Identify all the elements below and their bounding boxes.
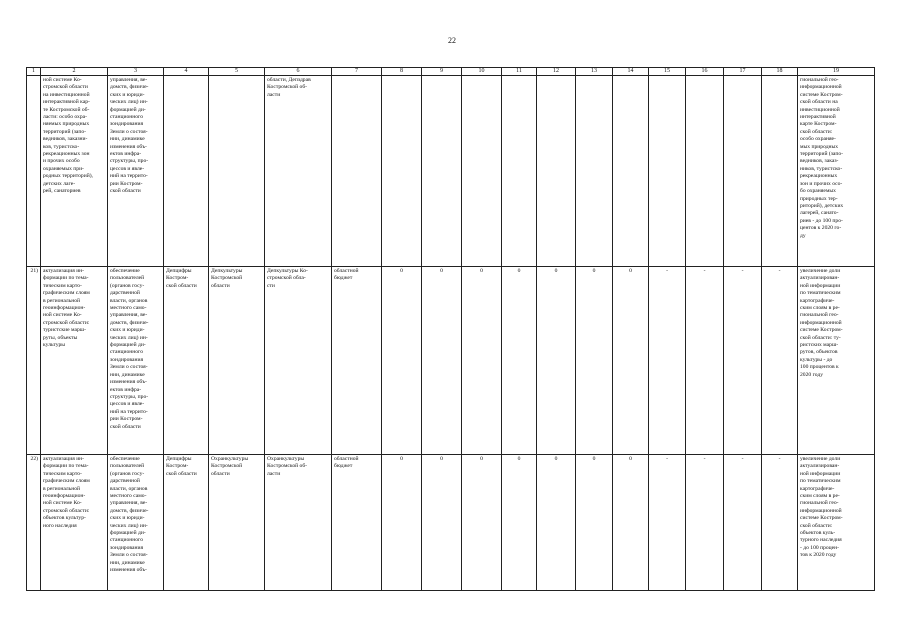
column-number-17: 17 [724,68,762,76]
table-cell-col-8: 0 [382,267,422,455]
table-cell-col-14: 0 [613,267,649,455]
table-row [27,455,875,591]
column-number-6: 6 [265,68,332,76]
table-cell-col-3: обеспечение пользователей (органов госу- дарственной власти, органов местного само- управления, ве- домств, физиче- ских и юриди- ческих лиц) ин- формацией ди- станционного зондирования Земли о состоя- нии, динамике изменения объ- ектов инфра- структуры, про- цессов и явле- ний на террито- рии Костром- ской области [108,267,164,455]
table-cell-col-7: областной бюджет [332,267,382,455]
table-cell-col-1: 21) [27,267,41,455]
table-cell-col-15: - [649,267,686,455]
program-table [26,67,875,591]
table-cell-col-3: обеспечение пользователей (органов госу- дарственной власти, органов местного само- управления, ве- домств, физиче- ских и юриди- ческих лиц) ин- формацией ди- станционного зондирования Земли о состоя- нии, динамике изменения объ- [108,455,164,591]
table-cell-col-1: 22) [27,455,41,591]
column-number-3: 3 [108,68,164,76]
table-cell-col-8: 0 [382,455,422,591]
column-number-13: 13 [576,68,613,76]
table-cell-col-11: 0 [502,455,537,591]
table-cell-col-6: Охранкультуры Костромской об- ласти [265,455,332,591]
column-number-19: 19 [798,68,875,76]
table-cell-col-4: Депцифры Костром- ской области [164,267,209,455]
column-number-12: 12 [537,68,576,76]
column-number-8: 8 [382,68,422,76]
table-cell-col-19: гиональной гео- информационной системе Костром- ской области на инвестиционной интерактивной карте Костром- ской области: особо охраняе- мых природных территорий (запо- ведников, заказ- ников, туристско- рекреационных зон и прочих осо- бо охраняемых природных тер- риторий), детских лагерей, санато- риев - до 100 про- центов к 2020 го- ду [798,76,875,267]
table-cell-col-12: 0 [537,267,576,455]
table-cell-col-13: 0 [576,455,613,591]
table-cell-col-4: Депцифры Костром- ской области [164,455,209,591]
column-number-16: 16 [686,68,724,76]
table-cell-col-1 [27,76,41,267]
table-cell-col-9: 0 [422,267,462,455]
table-cell-col-16: - [686,455,724,591]
table-cell-col-7: областной бюджет [332,455,382,591]
table-cell-col-6: Депкультуры Ко- стромской обла- сти [265,267,332,455]
table-cell-col-8 [382,76,422,267]
table-cell-col-4 [164,76,209,267]
table-cell-col-16 [686,76,724,267]
column-number-1: 1 [27,68,41,76]
table-cell-col-2: ной системе Ко- стромской области на инвестиционной интерактивной кар- те Костромской об- ласти: особо охра- няемых природных территорий (запо- ведников, заказни- ков, туристско- рекреационных зон и прочих особо охраняемых при- родных территорий), детских лаге- рей, санаториев [41,76,108,267]
column-number-row [27,68,875,76]
table-cell-col-16: - [686,267,724,455]
table-cell-col-17: - [724,455,762,591]
column-number-11: 11 [502,68,537,76]
table-cell-col-10: 0 [462,455,502,591]
column-number-9: 9 [422,68,462,76]
table-cell-col-11 [502,76,537,267]
table-cell-col-5 [209,76,265,267]
table-cell-col-2: актуализация ин- формации по тема- тическим карто- графическим слоям в региональной геоинформацион- ной системе Ко- стромской области: туристские марш- руты, объекты культуры [41,267,108,455]
column-number-4: 4 [164,68,209,76]
table-cell-col-5: Охранкультуры Костромской области [209,455,265,591]
table-cell-col-10 [462,76,502,267]
table-cell-col-18: - [762,455,798,591]
table-cell-col-14: 0 [613,455,649,591]
table-cell-col-13 [576,76,613,267]
table-cell-col-17: - [724,267,762,455]
table-row [27,267,875,455]
column-number-10: 10 [462,68,502,76]
table-cell-col-13: 0 [576,267,613,455]
table-cell-col-18: - [762,267,798,455]
table-body [27,68,875,591]
table-row [27,76,875,267]
table-cell-col-19: увеличение доли актуализирован- ной информации по тематическим картографиче- ским слоям в ре- гиональной гео- информационной системе Костром- ской области: ту- ристских марш- рутов, объектов культуры - до 100 процентов к 2020 году [798,267,875,455]
table-cell-col-17 [724,76,762,267]
column-number-15: 15 [649,68,686,76]
table-cell-col-6: области, Депздрав Костромской об- ласти [265,76,332,267]
column-number-5: 5 [209,68,265,76]
table-cell-col-18 [762,76,798,267]
table-cell-col-12: 0 [537,455,576,591]
table-cell-col-10: 0 [462,267,502,455]
column-number-14: 14 [613,68,649,76]
table-cell-col-15: - [649,455,686,591]
column-number-7: 7 [332,68,382,76]
table-cell-col-7 [332,76,382,267]
page-number: 22 [448,36,456,45]
column-number-2: 2 [41,68,108,76]
table-cell-col-19: увеличение доли актуализирован- ной информации по тематическим картографиче- ским слоям в ре- гиональной гео- информационной системе Костром- ской области: объектов куль- турного наследия - до 100 процен- тов к 2020 году [798,455,875,591]
table-cell-col-14 [613,76,649,267]
table-cell-col-9 [422,76,462,267]
table-cell-col-9: 0 [422,455,462,591]
table-cell-col-11: 0 [502,267,537,455]
table-cell-col-3: управления, ве- домств, физиче- ских и юриди- ческих лиц) ин- формацией ди- станционного зондирования Земли о состоя- нии, динамике изменения объ- ектов инфра- структуры, про- цессов и явле- ний на террито- рии Костром- ской области [108,76,164,267]
table-cell-col-12 [537,76,576,267]
table-cell-col-15 [649,76,686,267]
table-cell-col-5: Депкультуры Костромской области [209,267,265,455]
column-number-18: 18 [762,68,798,76]
table-cell-col-2: актуализация ин- формации по тема- тическим карто- графическим слоям в региональной геоинформацион- ной системе Ко- стромской области: объектов культур- ного наследия [41,455,108,591]
